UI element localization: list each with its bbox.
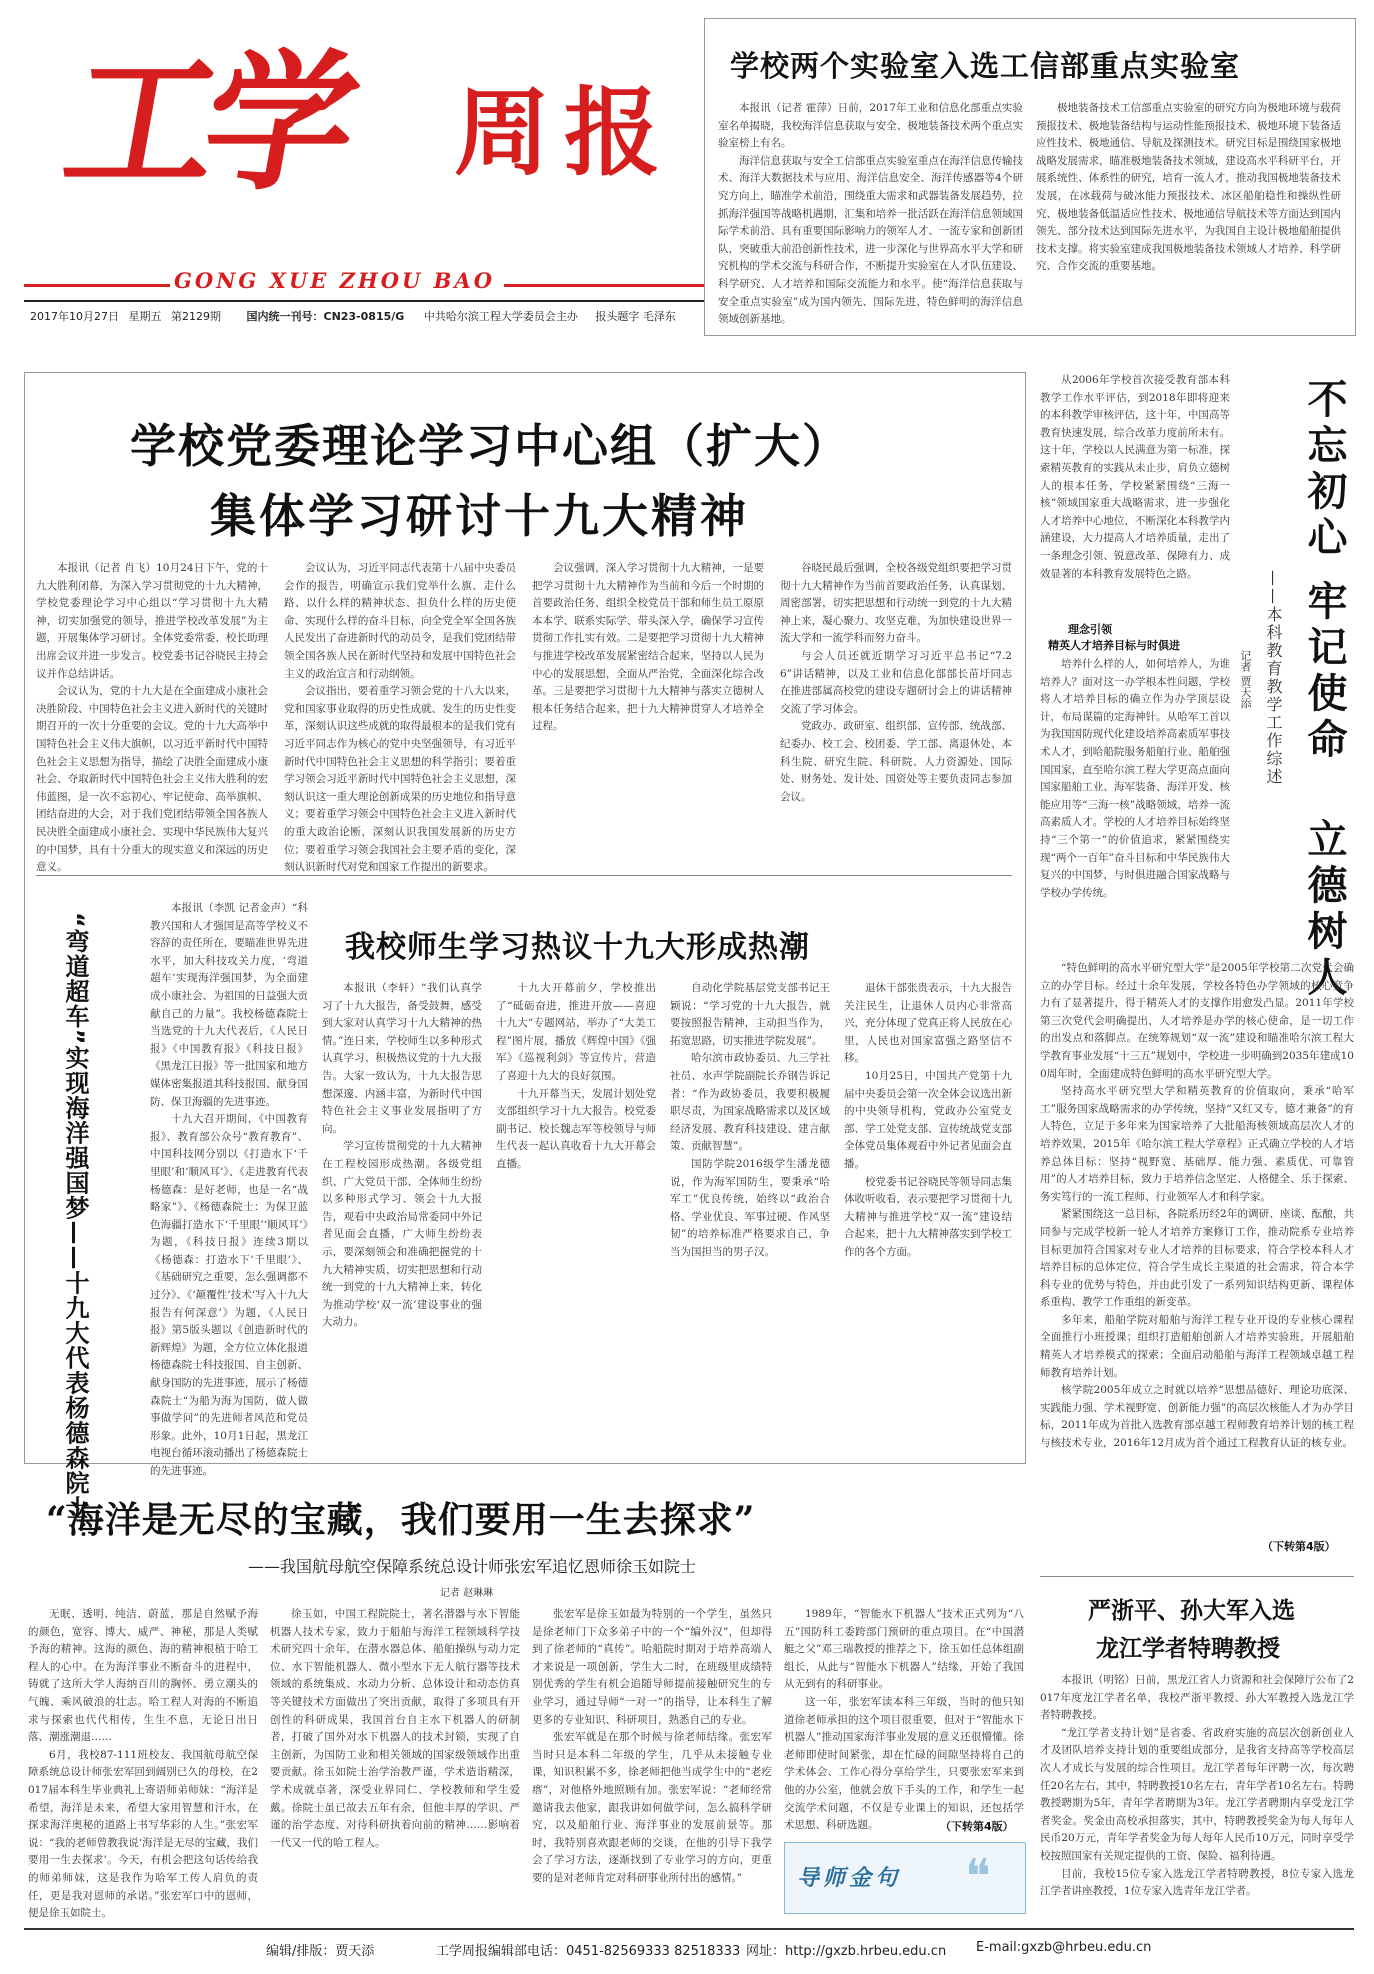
paragraph: 徐玉如，中国工程院院士，著名潜器与水下智能机器人技术专家，致力于船舶与海洋工程领域科学技术研究四十余年，在潜水器总体、船舶操纵与动力定位、水下智能机器人、微小型水下无人航行器等技术领域的系统集成、水动力分析、总体设计和动态仿真等关键技术方面做出了突出贡献，取得了多项具有开创性的科研成果，我国首台自主水下机器人的研制者，打破了国外对水下机器人的技术封锁，实现了自主创新，为国防工业和相关领域的国家级领域作出重要贡献。徐玉如院士治学治教严谨，学术造诣精深，学术成就卓著，深受业界同仁、学校教师和学生爱戴。徐院士虽已故去五年有余，但他丰厚的学识、严谨的治学态度、对待科研执着向前的精神……影响着一代又一代的哈工程人。 [270,1608,520,1849]
paragraph: 十九开幕当天，发展计划处党支部组织学习十九大报告。校党委副书记、校长魏志军等校领导与师生代表一起认真收看十九大开幕会直播。 [496,1087,656,1170]
paragraph: 本报讯（记者 肖飞）10月24日下午，党的十九大胜利闭幕，为深入学习贯彻党的十九大精神，学校党委理论学习中心组以“学习贯彻十九大精神，切实加强党的领导，推进学校改革发展”为主题，开展集体学习研讨。全体党委常委、校长助理出席会议并进一步发言。校党委书记谷晓民主持会议并作总结讲话。 [36,562,268,680]
paragraph: 十九大召开期间，《中国教育报》、教育部公众号“教育教育”、中国科技网分别以《打造水下‘千里眼’和‘顺风耳’》、《走进教育代表杨德森：是好老师，也是一名“战略家”》、《杨德森院士：为保卫蓝色海疆打造水下‘千里眼’‘顺风耳’》为题，《科技日报》连续3期以《杨德森：打造水下‘千里眼’》、《基础研究之重要，怎么强调都不过分》、《‘颠覆性’技术‘写入十九大报告有何深意’》为题，《人民日报》第5版头题以《创造新时代的新辉煌》为题，全方位立体化报道杨德森院士科技报国、自主创新、献身国防的先进事迹，展示了杨德森院士“为船为海为国防，做人做事做学问”的先进师者风范和党员形象。此外，10月1日起，黑龙江电视台循环滚动播出了杨德森院士的先进事迹。 [150,1113,308,1477]
feature-intro-column [1040,372,1230,622]
quote-mark-icon: ❝ [965,1849,991,1905]
ocean-column-3 [532,1606,772,1916]
sponsor: 中共哈尔滨工程大学委员会主办 [423,310,578,323]
quote-box-label: 导师金句 [797,1865,902,1891]
paragraph: 10月25日，中国共产党第十九届中央委员会第一次全体会议选出新的中央领导机构，党政办公室党支部、学工处党支部、宣传统战党支部全体党员集体观看中外记者见面会直播。 [844,1069,1012,1170]
masthead-logo-calligraphy: 工学 [52,35,360,211]
masthead-red-rule [504,284,704,287]
feature-byline: 记者 贾天添 [1239,650,1252,709]
ocean-byline: 记者 赵琳琳 [440,1588,494,1599]
top-article-column-left [718,100,1023,324]
top-article-headline: 学校两个实验室入选工信部重点实验室 [730,49,1241,83]
feature-column-upper [1040,656,1230,956]
footer-phone: 工学周报编辑部电话：0451-82569333 82518333 [436,1944,741,1959]
paragraph: 校党委书记谷晓民等领导同志集体收听收看，表示要把学习贯彻十九大精神与推进学校“双一流”建设结合起来，把十九大精神落实到学校工作的各个方面。 [844,1175,1012,1258]
paragraph: 目前，我校15位专家入选龙江学者特聘教授，8位专家入选龙江学者讲座教授，1位专家入选青年龙江学者。 [1040,1867,1354,1898]
paragraph: 会议指出，要着重学习领会党的十八大以来，党和国家事业取得的历史性成就、发生的历史性变革，深刻认识这些成就的取得最根本的是我们党有习近平同志作为核心的党中央坚强领导，有习近平新时代中国特色社会主义思想的科学指引；要着重学习领会习近平新时代中国特色社会主义思想，深刻认识这一重大理论创新成果的历史地位和指导意义；要着重学习领会中国特色社会主义进入新时代的重大政治论断，深刻认识我国发展新的历史方位；要着重学习领会我国社会主要矛盾的变化，深刻认识新时代对党和国家工作提出的新要求。 [284,685,516,874]
paragraph: 张宏军是徐玉如最为特别的一个学生，虽然只是徐老师门下众多弟子中的一个“编外汉”，但却得到了徐老师的“真传”。哈船院时期对于培养高端人才来说是一项创新，学生大二时，在班级里成绩特别优秀的学生有机会追随导师提前接触研究生的专业学习，通过导师“一对一”的指导，让本科生了解更多的专业知识、科研项目，熟悉自己的专业。 [532,1608,772,1726]
second-article-column-4 [844,980,1012,1450]
paragraph: 与会人员还就近期学习习近平总书记“7.26”讲话精神，以及工业和信息化部部长苗圩同志在推进部属高校党的建设专题研讨会上的讲话精神交流了学习体会。 [780,649,1012,715]
issue-weekday: 星期五 [128,310,162,323]
paragraph: 自动化学院基层党支部书记王颖说：“学习党的十九大报告，就要按照报告精神，主动担当作为，拓宽思路，切实推进学院发展”。 [670,982,830,1047]
main-headline-line2: 集体学习研讨十九大精神 [210,489,749,543]
top-article-column-right [1036,100,1341,324]
paragraph: 坚持高水平研究型大学和精英教育的价值取向，秉承“哈军工”服务国家战略需求的办学传统，坚持“又红又专，德才兼备”的育人特色，立足于多年来为国家培养了大批船海核领域高层次人才的培养效果，2015年《哈尔滨工程大学章程》正式确立学校的人才培养总体目标：坚持“视野宽、基础厚、能力强、素质优、可靠管用”的人才培养目标，致力于培养信念坚定、人格健全、乐于探索、务实笃行的一流工程师、行业领军人才和科学家。 [1040,1085,1354,1203]
feature-headline-col3: 立德树人 [1301,818,1347,1002]
paragraph: 海洋信息获取与安全工信部重点实验室重点在海洋信息传输技术、海洋大数据技术与应用、海洋信息安全、海洋传感器等4个研究方向上，瞄准学术前沿，围绕重大需求和武器装备发展趋势，拉抓海洋强国等战略机遇期，汇集和培养一批活跃在海洋信息领域国际学术前沿、具有重要国际影响力的领军人才、一流专家和创新团队，突破重大前沿创新性技术，进一步深化与世界高水平大学和研究机构的学术交流与科研合作，不断提升实验室在人才队伍建设、科学研究、人才培养和国际交流能力和水平。使“海洋信息获取与安全重点实验室”成为国内领先、国际先进、特色鲜明的海洋信息领域创新基地。 [718,154,1023,326]
paragraph: 培养什么样的人，如何培养人，为谁培养人？面对这一办学根本性问题，学校将人才培养目标的确立作为办学顶层设计，布局谋篇的定海神针。从哈军工首以为我国国防现代化建设培养高素质军事技术人才，到哈船院服务船舶行业、船舶强国国家，直至哈尔滨工程大学更高点面向国家船舶工业、海军装备、海洋开发、核能应用等“三海一核”战略领域，培养一流高素质人才。学校的人才培养目标始终坚持“三个第一”的价值追求，紧紧围绕实现“两个一百年”奋斗目标和中华民族伟大复兴的中国梦，与时俱进融合国家战略与学校办学传统。 [1040,658,1230,899]
paragraph: 哈尔滨市政协委员、九三学社社员、水声学院副院长乔钢告诉记者：“作为政协委员，我要积极履职尽责，为国家战略需求以及区域经济发展、教育科技建设、建言献策、贡献智慧”。 [670,1052,830,1153]
scholar-headline-line2: 龙江学者特聘教授 [1096,1636,1280,1662]
masthead-pinyin: GONG XUE ZHOU BAO [174,268,496,293]
paragraph: 从2006年学校首次接受教育部本科教学工作水平评估，到2018年即将迎来的本科教学审核评估，这十年，中国高等教育快速发展，综合改革力度前所未有。这十年，学校以人民满意为第一标准，探索精英教育的实践从未止步，肩负立德树人的根本任务，学校紧紧围绕“三海一核”领域国家重大战略需求，进一步强化人才培养中心地位，不断深化本科教学内涵建设，大力提高人才培养质量，走出了一条理念引领、锐意改革、保障有力、成效显著的本科教育发展特色之路。 [1040,374,1230,580]
paragraph: 核学院2005年成立之时就以培养“思想品德好、理论功底深、实践能力强、学术视野宽、创新能力强”的高层次核能人才为办学目标，2011年成为首批入选教育部卓越工程师教育培养计划的核工程与核技术专业，2016年12月成为首个通过工程教育认证的核专业。 [1040,1384,1354,1450]
paragraph: 无眠、透明、纯洁、蔚蓝，那是自然赋予海的颜色，宽容、博大、威严、神秘，那是人类赋予海的精神。这海的颜色、海的精神根植于哈工程人的心中。在为海洋事业不断奋斗的进程中，铸就了这所大学人海纳百川的胸怀、勇立潮头的气魄、乘风破浪的壮志。哈工程人对海的不断追求与探索也代代相传，生生不息，无论日出日落、潮涨潮退…… [28,1608,258,1744]
paragraph: 紧紧围绕这一总目标，各院系历经2年的调研、座谈、酝酿，共同参与完成学校新一轮人才培养方案修订工作，推动院系专业培养目标更加符合国家对专业人才培养的目标要求，符合学校本科人才培养目标的总体定位，符合学生成长主渠道的社会需求，符合本学科专业的优势与特色，并由此引发了一系列知识结构更新、课程体系重构、教学工作重组的新变革。 [1040,1208,1354,1309]
main-article-column-1 [36,560,268,874]
main-article-column-2 [284,560,516,874]
feature-subtitle: ——本科教育教学工作综述 [1264,570,1283,786]
main-headline-line1: 学校党委理论学习中心组（扩大） [130,419,850,473]
paragraph: 会议认为，党的十九大是在全面建成小康社会决胜阶段、中国特色社会主义进入新时代的关键时期召开的一次十分重要的会议。党的十九大高举中国特色社会主义伟大旗帜，以习近平新时代中国特色社会主义思想为指导，描绘了决胜全面建成小康社会、夺取新时代中国特色社会主义伟大胜利的宏伟蓝图，是一次不忘初心、牢记使命、高举旗帜、团结奋进的大会，对于我们党团结带领全国各族人民决胜全面建成小康社会、实现中华民族伟大复兴的中国梦，具有十分重大的现实意义和深远的历史意义。 [36,685,268,874]
second-article-column-3 [670,980,830,1450]
masthead-info-line [30,308,676,324]
inscription: 报头题字 毛泽东 [595,310,676,323]
scholar-column [1040,1672,1354,1920]
feature-section-heading [1048,622,1228,654]
paragraph: 本报讯（明铭）日前，黑龙江省人力资源和社会保障厅公布了2017年度龙江学者名单，我校严浙平教授、孙大军教授入选龙江学者特聘教授。 [1040,1674,1354,1722]
issue-number: 第2129期 [171,310,221,323]
masthead-title: 周报 [454,77,674,189]
quote-box [784,1842,1026,1914]
paragraph: 会议强调，深入学习贯彻十九大精神，一是要把学习贯彻十九大精神作为当前和今后一个时期的首要政治任务，组织全校党员干部和师生员工原原本本学、联系实际学、带头深入学，确保学习宣传贯彻工作扎实有效。二是要把学习贯彻十九大精神与推进学校改革发展紧密结合起来，坚持以人民为中心的发展思想，全面从严治党，全面深化综合改革。三是要把学习贯彻十九大精神与落实立德树人根本任务结合起来，把十九大精神贯穿人才培养全过程。 [532,562,764,733]
ocean-column-1 [28,1606,258,1920]
feature-headline-col2: 牢记使命 [1301,580,1347,764]
feature-continued: （下转第4版） [1262,1540,1336,1553]
second-article-column-1 [322,980,482,1450]
masthead [24,20,704,335]
feature-section-heading-1: 理念引领 [1068,623,1112,636]
feature-headline-col1: 不忘初心 [1301,378,1347,562]
second-article-column-2 [496,980,656,1450]
ocean-subheadline: ——我国航母航空保障系统总设计师张宏军追忆恩师徐玉如院士 [248,1557,697,1576]
paragraph: 6月，我校87-111班校友、我国航母航空保障系统总设计师张宏军回到阔别已久的母校，在2017届本科生毕业典礼上寄语师弟师妹：“海洋是希望，海洋是未来，希望大家用智慧和汗水，在探求海洋奥秘的道路上书写华彩的人生。”张宏军说：“我的老师曾教我说‘海洋是无尽的宝藏，我们要用一生去探求’。今天，有机会把这句话传给我的师弟师妹，这是我作为哈军工传人肩负的责任，更是我对恩师的承诺。”张宏军口中的恩师，便是徐玉如院士。 [28,1748,258,1920]
section-divider [36,875,1012,876]
hang-article-column [150,900,308,1477]
paragraph: 本报讯（李轩）“我们认真学习了十九大报告，备受鼓舞，感受到大家对认真学习十九大精神的热情。”连日来，学校师生以多种形式认真学习、积极热议党的十九大报告。大家一致认为，十九大报告思想深邃、内涵丰富，为新时代中国特色社会主义事业发展指明了方向。 [322,982,482,1135]
paragraph: 谷晓民最后强调，全校各级党组织要把学习贯彻十九大精神作为当前首要政治任务，认真谋划、周密部署，切实把思想和行动统一到党的十九大精神上来，凝心聚力、攻坚克难，为加快建设世界一流大学和一流学科而努力奋斗。 [780,562,1012,645]
paragraph: “特色鲜明的高水平研究型大学”是2005年学校第二次党代会确立的办学目标。经过十余年发展，学校各特色办学领域的核心竞争力有了显著提升，得于精英人才的支撑作用愈发凸显。2011年学校第三次党代会明确提出，人才培养是办学的核心使命，是一切工作的出发点和落脚点。在统筹规划“双一流”建设和瞄准哈尔滨工程大学教育事业发展“十三五”规划中，学校进一步明确到2035年建成100周年时，全面建成特色鲜明的高水平研究型大学。 [1040,962,1354,1080]
paragraph: 多年来，船舶学院对船舶与海洋工程专业开设的专业核心课程全面推行小班授课；组织打造船舶创新人才培养实验班，开展船舶精英人才培养模式的探索；全面启动船舶与海洋工程领域卓越工程师教育培养计划。 [1040,1313,1354,1379]
paragraph: 张宏军就是在那个时候与徐老师结缘。张宏军当时只是本科二年级的学生，几乎从未接触专业课，知识积累不多，徐老师把他当成学生中的“老疙瘩”，对他格外地照顾有加。张宏军说：“老师经常邀请我去他家，跟我讲如何做学问，怎么搞科学研究，以及船舶行业、海洋事业的发展前景等。那时，我特别喜欢跟老师的交谈，在他的引导下我学会了学习方法，逐渐找到了专业学习的方向，更重要的是对老师肯定对科研事业所付出的感情。” [532,1731,772,1884]
feature-column-full [1040,960,1354,1520]
main-article-column-4 [780,560,1012,860]
ocean-continued: （下转第4版） [940,1820,1014,1833]
paragraph: 这一年，张宏军读本科三年级，当时的他只知道徐老师承担的这个项目很重要，但对于“智能水下机器人”推动国家海洋事业发展的意义还很懵懂。徐老师即使时间紧张，却在忙碌的间隙坚持将自己的学术体会、工作心得分享给学生，只要张宏军来到他的办公室，他就会放下手头的工作，和学生一起交流学术问题，不仅是专业课上的知识，还包括学术思想、科研选题。 [784,1695,1024,1832]
footer-rule [24,1928,1354,1930]
paragraph: 退休干部张贵表示，十九大报告关注民生，让退休人员内心非常高兴，充分体现了党真正将人民放在心里，人民也对国家富强之路坚信不移。 [844,982,1012,1065]
paragraph: 学习宣传贯彻党的十九大精神在工程校园形成热潮。各级党组织、广大党员干部、全体师生纷纷以多种形式学习、领会十九大报告，观看中央政治局常委同中外记者见面会直播，广大师生纷纷表示，要深刻领会和准确把握党的十九大精神实质，切实把思想和行动统一到党的十九大精神上来，转化为推动学校‘双一流’建设事业的强大动力。 [322,1140,482,1329]
footer-email: E-mail:gxzb@hrbeu.edu.cn [976,1940,1152,1955]
ocean-column-2 [270,1606,520,1916]
paragraph: 本报讯（记者 霍萍）日前，2017年工业和信息化部重点实验室名单揭晓，我校海洋信息获取与安全、极地装备技术两个重点实验室榜上有名。 [718,102,1023,150]
paragraph: 十九大开幕前夕，学校推出了“砥砺奋进，推进开放——喜迎十九大”专题网站，举办了“大美工程”图片展，播放《辉煌中国》《强军》《巡视利剑》等宣传片，营造了喜迎十九大的良好氛围。 [496,982,656,1082]
paragraph: 国防学院2016级学生潘龙德说，作为海军国防生，要秉承“哈军工”优良传统，始终以“政治合格、学业优良、军事过硬、作风坚韧”的培养标准严格要求自己，争当为国担当的男子汉。 [670,1157,830,1258]
masthead-info-rule [24,300,704,302]
ocean-headline: “海洋是无尽的宝藏，我们要用一生去探求” [46,1499,756,1541]
main-article-column-3 [532,560,764,860]
feature-section-heading-2: 精英人才培养目标与时俱进 [1048,639,1180,652]
paragraph: 党政办、政研室、组织部、宣传部、统战部、纪委办、校工会、校团委、学工部、离退休处、本科生院、研究生院、科研院、人力资源处、国际处、财务处、发计处、国资处等主要负责同志参加会议。 [780,720,1012,803]
paragraph: “龙江学者支持计划”是省委、省政府实施的高层次创新创业人才及团队培养支持计划的重要组成部分，是我省支持高等学校高层次人才成长与发展的综合性项目。龙江学者每年评聘一次，每次聘任20名左右，其中，特聘教授10名左右，青年学者10名左右。特聘教授聘期为5年，青年学者聘期为3年。龙江学者聘期内享受龙江学者奖金。奖金由高校承担落实，其中，特聘教授奖金为每人每年人民币20万元，青年学者奖金为每人每年人民币10万元，同时享受学校按照国家有关规定提供的工资、保险、福利待遇。 [1040,1726,1354,1862]
footer-editor: 编辑/排版：贾天添 [266,1944,375,1959]
scholar-divider [1040,1576,1354,1577]
paragraph: 本报讯（李凯 记者金声）“科教兴国和人才强国是高等学校义不容辞的责任所在，要瞄准世界先进水平，加大科技攻关力度，‘弯道超车’实现海洋强国梦，为全面建成小康社会、为祖国的日益强大贡献自己的力量”。我校杨德森院士当选党的十九大代表后，《人民日报》《中国教育报》《科技日报》《黑龙江日报》等一批国家和地方媒体密集报道其科技报国、献身国防、保卫海疆的先进事迹。 [150,902,308,1108]
publish-number: 国内统一刊号：CN23-0815/G [246,310,405,323]
footer-website: 网址：http://gxzb.hrbeu.edu.cn [746,1944,947,1959]
second-article-headline: 我校师生学习热议十九大形成热潮 [345,930,810,965]
hang-article-headline: “弯道超车”实现海洋强国梦——十九大代表杨德森院士： [61,912,89,1546]
scholar-headline-line1: 严浙平、孙大军入选 [1088,1598,1295,1624]
masthead-red-rule [24,284,170,287]
paragraph: 会议认为，习近平同志代表第十八届中央委员会作的报告，明确宣示我们党举什么旗、走什么路、以什么样的精神状态、担负什么样的历史使命、实现什么样的奋斗目标，向全党全军全国各族人民发出了奋进新时代的动员令，是我们党团结带领全国各族人民在新时代坚持和发展中国特色社会主义的政治宣言和行动纲领。 [284,562,516,680]
issue-date: 2017年10月27日 [30,310,119,323]
paragraph: 1989年，“智能水下机器人”技术正式列为“八五”国防科工委跨部门预研的重点项目。在“中国潜艇之父”邓三瑞教授的推荐之下，徐玉如任总体组副组长，从此与“智能水下机器人”结缘，开始了我国从无到有的科研事业。 [784,1608,1024,1691]
paragraph: 极地装备技术工信部重点实验室的研究方向为极地环境与载荷预报技术、极地装备结构与运动性能预报技术、极地环境下装备适应性技术、极地通信、导航及探测技术。研究目标是围绕国家极地战略发展需求，瞄准极地装备技术领域，建设高水平科研平台，开展系统性、体系性的研究，培育一流人才，推动我国极地装备技术发展，在冰载荷与破冰能力预报技术、冰区船舶稳性和操纵性研究、极地装备低温适应性技术、极地通信导航技术等方面达到国内领先、部分技术达到国际先进水平，为我国自主设计极地船舶提供技术支撑。将实验室建成我国极地装备技术领域人才培养、科学研究、合作交流的重要基地。 [1036,102,1341,273]
